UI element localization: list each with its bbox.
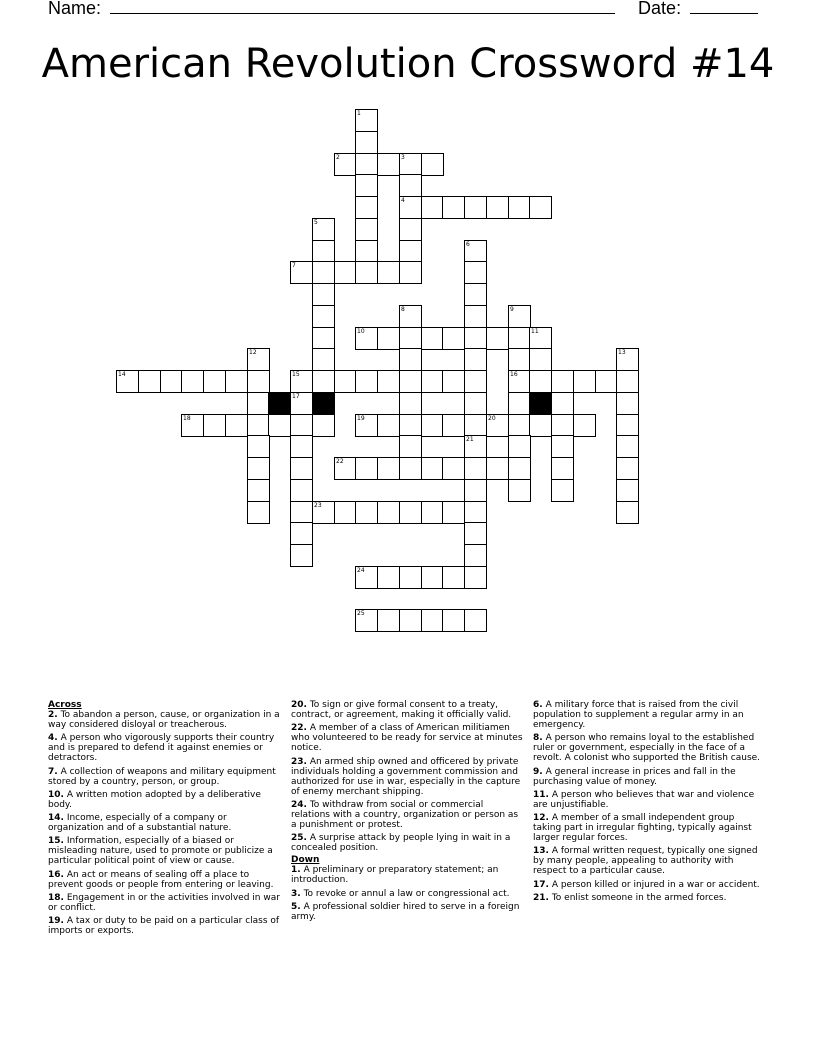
- grid-cell[interactable]: [486, 457, 509, 480]
- clue-item-text: To abandon a person, cause, or organization in a way considered disloyal or treacherous.: [48, 710, 280, 730]
- black-square: [529, 392, 552, 415]
- grid-cell[interactable]: [181, 414, 204, 437]
- clue-number: 16: [510, 371, 518, 378]
- clue-item: [291, 902, 523, 922]
- grid-cell[interactable]: [268, 414, 291, 437]
- grid-cell[interactable]: [508, 435, 531, 458]
- grid-cell[interactable]: [181, 370, 204, 393]
- grid-cell[interactable]: [573, 414, 596, 437]
- clue-item-text: A person who vigorously supports their country and is prepared to defend it against enemies or detractors.: [48, 733, 275, 764]
- grid-cell[interactable]: [442, 566, 465, 589]
- grid-cell[interactable]: [616, 501, 639, 524]
- grid-cell[interactable]: [116, 370, 139, 393]
- grid-cell[interactable]: [355, 109, 378, 132]
- clue-item: [291, 757, 523, 797]
- clue-number: 19: [357, 415, 365, 422]
- clue-item: [48, 790, 280, 810]
- grid-cell[interactable]: [355, 218, 378, 241]
- grid-cell[interactable]: [551, 479, 574, 502]
- clue-item-text: A person killed or injured in a war or accident.: [551, 879, 760, 890]
- grid-cell[interactable]: [312, 501, 335, 524]
- clue-item: [533, 846, 765, 876]
- grid-cell[interactable]: [421, 414, 444, 437]
- grid-cell[interactable]: [355, 501, 378, 524]
- grid-cell[interactable]: [464, 327, 487, 350]
- clue-item-text: A military force that is raised from the civil population to supplement a regular army in an emergency.: [533, 700, 744, 730]
- clue-item-text: A professional soldier hired to serve in a foreign army.: [291, 902, 520, 923]
- clue-item: [48, 813, 280, 833]
- grid-cell[interactable]: [442, 327, 465, 350]
- grid-cell[interactable]: [551, 414, 574, 437]
- grid-cell[interactable]: [399, 457, 422, 480]
- grid-cell[interactable]: [290, 544, 313, 567]
- grid-cell[interactable]: [399, 261, 422, 284]
- grid-cell[interactable]: [399, 153, 422, 176]
- grid-cell[interactable]: [551, 370, 574, 393]
- clue-number: 2: [336, 154, 340, 161]
- grid-cell[interactable]: [399, 435, 422, 458]
- grid-cell[interactable]: [377, 609, 400, 632]
- grid-cell[interactable]: [442, 457, 465, 480]
- clue-item: [291, 889, 523, 899]
- grid-cell[interactable]: [247, 348, 270, 371]
- grid-cell[interactable]: [399, 392, 422, 415]
- grid-cell[interactable]: [247, 501, 270, 524]
- grid-cell[interactable]: [595, 370, 618, 393]
- clue-item-number: 1.: [291, 865, 301, 876]
- clue-item-number: 2.: [48, 710, 58, 720]
- grid-cell[interactable]: [616, 479, 639, 502]
- clue-item-number: 7.: [48, 766, 58, 777]
- clue-number: 4: [401, 197, 405, 204]
- clue-item-number: 12.: [533, 813, 549, 824]
- grid-cell[interactable]: [355, 153, 378, 176]
- clue-item: [533, 813, 765, 843]
- grid-cell[interactable]: [529, 414, 552, 437]
- grid-cell[interactable]: [355, 174, 378, 197]
- grid-cell[interactable]: [290, 414, 313, 437]
- grid-cell[interactable]: [486, 196, 509, 219]
- grid-cell[interactable]: [616, 457, 639, 480]
- clues-column-2: [291, 700, 523, 925]
- grid-cell[interactable]: [508, 370, 531, 393]
- grid-cell[interactable]: [399, 305, 422, 328]
- grid-cell[interactable]: [464, 305, 487, 328]
- grid-cell[interactable]: [399, 174, 422, 197]
- clue-item-number: 8.: [533, 733, 543, 744]
- grid-cell[interactable]: [290, 370, 313, 393]
- grid-cell[interactable]: [464, 457, 487, 480]
- clue-item-number: 23.: [291, 756, 307, 767]
- grid-cell[interactable]: [290, 261, 313, 284]
- date-label: Date:: [638, 0, 682, 18]
- grid-cell[interactable]: [421, 153, 444, 176]
- grid-cell[interactable]: [312, 327, 335, 350]
- clue-item: [48, 916, 280, 936]
- grid-cell[interactable]: [551, 435, 574, 458]
- grid-cell[interactable]: [334, 153, 357, 176]
- clue-number: 9: [510, 306, 514, 313]
- clue-number: 23: [314, 502, 322, 509]
- grid-cell[interactable]: [312, 305, 335, 328]
- clue-number: 12: [249, 349, 257, 356]
- grid-cell[interactable]: [377, 327, 400, 350]
- clue-item-text: A written motion adopted by a deliberative body.: [48, 789, 261, 810]
- grid-cell[interactable]: [529, 196, 552, 219]
- grid-cell[interactable]: [421, 196, 444, 219]
- grid-cell[interactable]: [377, 414, 400, 437]
- clue-item: [533, 880, 765, 890]
- grid-cell[interactable]: [247, 370, 270, 393]
- grid-cell[interactable]: [399, 218, 422, 241]
- grid-cell[interactable]: [247, 479, 270, 502]
- clue-item: [48, 710, 280, 730]
- grid-cell[interactable]: [203, 414, 226, 437]
- clue-item-text: To revoke or annul a law or congressional act.: [303, 888, 510, 899]
- grid-cell[interactable]: [290, 457, 313, 480]
- grid-cell[interactable]: [529, 327, 552, 350]
- clue-item-text: An act or means of sealing off a place to prevent goods or people from entering or leaving.: [48, 869, 274, 890]
- clue-number: 13: [618, 349, 626, 356]
- clue-item-number: 6.: [533, 700, 543, 710]
- grid-cell[interactable]: [616, 435, 639, 458]
- grid-cell[interactable]: [247, 457, 270, 480]
- clue-item: [533, 893, 765, 903]
- clue-item-text: A collection of weapons and military equipment stored by a country, person, or group.: [48, 766, 276, 787]
- grid-cell[interactable]: [464, 435, 487, 458]
- grid-cell[interactable]: [355, 457, 378, 480]
- grid-cell[interactable]: [290, 392, 313, 415]
- grid-cell[interactable]: [377, 370, 400, 393]
- grid-cell[interactable]: [486, 414, 509, 437]
- clue-number: 18: [183, 415, 191, 422]
- clue-item-number: 3.: [291, 888, 301, 899]
- grid-cell[interactable]: [399, 327, 422, 350]
- clue-item-text: A formal written request, typically one signed by many people, appealing to authority with respect to a particular cause.: [533, 846, 758, 877]
- grid-cell[interactable]: [464, 370, 487, 393]
- grid-cell[interactable]: [464, 522, 487, 545]
- grid-cell[interactable]: [442, 501, 465, 524]
- clue-item: [533, 767, 765, 787]
- clue-item: [48, 767, 280, 787]
- clue-item-text: Income, especially of a company or organization and of a substantial nature.: [48, 813, 232, 834]
- clue-item-number: 4.: [48, 733, 58, 744]
- grid-cell[interactable]: [616, 392, 639, 415]
- clue-item-text: A member of a small independent group taking part in irregular fighting, typically against larger regular forces.: [533, 813, 752, 844]
- grid-cell[interactable]: [203, 370, 226, 393]
- grid-cell[interactable]: [225, 370, 248, 393]
- grid-cell[interactable]: [464, 196, 487, 219]
- grid-cell[interactable]: [377, 566, 400, 589]
- grid-cell[interactable]: [312, 218, 335, 241]
- clue-item-number: 18.: [48, 893, 64, 904]
- clue-number: 10: [357, 328, 365, 335]
- clue-item-text: A preliminary or preparatory statement; an introduction.: [291, 865, 499, 886]
- grid-cell[interactable]: [464, 414, 487, 437]
- clue-item: [533, 790, 765, 810]
- clue-item-number: 14.: [48, 813, 64, 824]
- clue-number: 5: [314, 219, 318, 226]
- grid-cell[interactable]: [464, 566, 487, 589]
- name-label: Name:: [48, 0, 102, 18]
- clue-item-text: Information, especially of a biased or misleading nature, used to promote or publicize a particular political point of view or cause.: [48, 836, 273, 867]
- grid-cell[interactable]: [290, 501, 313, 524]
- clue-number: 7: [292, 262, 296, 269]
- clue-number: 6: [466, 241, 470, 248]
- grid-cell[interactable]: [225, 414, 248, 437]
- clue-item-number: 5.: [291, 902, 301, 913]
- grid-cell[interactable]: [334, 261, 357, 284]
- grid-cell[interactable]: [421, 327, 444, 350]
- grid-cell[interactable]: [508, 348, 531, 371]
- grid-cell[interactable]: [355, 261, 378, 284]
- grid-cell[interactable]: [355, 131, 378, 154]
- clue-item: [48, 733, 280, 763]
- black-square: [268, 392, 291, 415]
- page-title: American Revolution Crossword #14: [41, 41, 775, 87]
- grid-cell[interactable]: [616, 348, 639, 371]
- grid-cell[interactable]: [529, 348, 552, 371]
- clue-item: [291, 865, 523, 885]
- grid-cell[interactable]: [508, 392, 531, 415]
- grid-cell[interactable]: [529, 370, 552, 393]
- grid-cell[interactable]: [355, 370, 378, 393]
- grid-cell[interactable]: [290, 435, 313, 458]
- clue-item-text: A general increase in prices and fall in the purchasing value of money.: [533, 766, 736, 787]
- clue-item-text: A person who remains loyal to the established ruler or government, especially in the face of a revolt. A colonist who supported the British cause.: [533, 733, 761, 764]
- grid-cell[interactable]: [508, 196, 531, 219]
- clue-item-number: 19.: [48, 916, 64, 927]
- grid-cell[interactable]: [312, 283, 335, 306]
- grid-cell[interactable]: [160, 370, 183, 393]
- clue-item: [291, 833, 523, 853]
- grid-cell[interactable]: [312, 348, 335, 371]
- clue-number: 21: [466, 436, 474, 443]
- clue-item-number: 24.: [291, 799, 307, 810]
- grid-cell[interactable]: [464, 609, 487, 632]
- grid-cell[interactable]: [464, 240, 487, 263]
- clue-item: [291, 700, 523, 720]
- grid-cell[interactable]: [138, 370, 161, 393]
- grid-cell[interactable]: [377, 501, 400, 524]
- grid-cell[interactable]: [399, 414, 422, 437]
- grid-cell[interactable]: [334, 457, 357, 480]
- clue-item-number: 10.: [48, 789, 64, 800]
- grid-cell[interactable]: [464, 348, 487, 371]
- grid-cell[interactable]: [312, 414, 335, 437]
- clue-item-number: 16.: [48, 869, 64, 880]
- grid-cell[interactable]: [355, 240, 378, 263]
- grid-cell[interactable]: [355, 327, 378, 350]
- grid-cell[interactable]: [247, 435, 270, 458]
- grid-cell[interactable]: [616, 370, 639, 393]
- grid-cell[interactable]: [421, 566, 444, 589]
- grid-cell[interactable]: [355, 566, 378, 589]
- grid-cell[interactable]: [551, 392, 574, 415]
- grid-cell[interactable]: [355, 609, 378, 632]
- grid-cell[interactable]: [573, 370, 596, 393]
- grid-cell[interactable]: [399, 501, 422, 524]
- grid-cell[interactable]: [442, 414, 465, 437]
- grid-cell[interactable]: [312, 261, 335, 284]
- grid-cell[interactable]: [464, 283, 487, 306]
- clue-item: [291, 800, 523, 830]
- clue-item-text: A member of a class of American militiamen who volunteered to be ready for service at minutes notice.: [291, 723, 523, 754]
- grid-cell[interactable]: [508, 479, 531, 502]
- grid-cell[interactable]: [247, 414, 270, 437]
- clue-item: [48, 870, 280, 890]
- clue-number: 24: [357, 567, 365, 574]
- grid-cell[interactable]: [334, 370, 357, 393]
- clue-item-number: 9.: [533, 766, 543, 777]
- grid-cell[interactable]: [421, 501, 444, 524]
- grid-cell[interactable]: [399, 609, 422, 632]
- clue-item-number: 22.: [291, 723, 307, 734]
- grid-cell[interactable]: [421, 609, 444, 632]
- grid-cell[interactable]: [312, 370, 335, 393]
- clue-number: 25: [357, 610, 365, 617]
- grid-cell[interactable]: [399, 240, 422, 263]
- grid-cell[interactable]: [508, 305, 531, 328]
- grid-cell[interactable]: [312, 240, 335, 263]
- clue-item: [533, 733, 765, 763]
- grid-cell[interactable]: [551, 457, 574, 480]
- clue-item-number: 20.: [291, 700, 307, 710]
- clue-number: 15: [292, 371, 300, 378]
- clue-number: 11: [531, 328, 539, 335]
- grid-cell[interactable]: [508, 457, 531, 480]
- grid-cell[interactable]: [442, 370, 465, 393]
- grid-cell[interactable]: [399, 348, 422, 371]
- grid-cell[interactable]: [616, 414, 639, 437]
- clues-column-1: [48, 700, 280, 940]
- clue-number: 20: [488, 415, 496, 422]
- clue-item: [533, 700, 765, 730]
- grid-cell[interactable]: [377, 457, 400, 480]
- grid-cell[interactable]: [247, 392, 270, 415]
- clue-item-text: Engagement in or the activities involved in war or conflict.: [48, 893, 280, 914]
- grid-cell[interactable]: [464, 392, 487, 415]
- grid-cell[interactable]: [464, 544, 487, 567]
- grid-cell[interactable]: [290, 522, 313, 545]
- grid-cell[interactable]: [334, 501, 357, 524]
- clue-item-number: 25.: [291, 833, 307, 844]
- clue-item-text: A surprise attack by people lying in wait in a concealed position.: [291, 833, 511, 854]
- clue-item: [48, 893, 280, 913]
- clue-number: 8: [401, 306, 405, 313]
- grid-cell[interactable]: [508, 327, 531, 350]
- grid-cell[interactable]: [355, 414, 378, 437]
- clue-item-text: A tax or duty to be paid on a particular class of imports or exports.: [48, 916, 280, 937]
- clue-item-text: An armed ship owned and officered by private individuals holding a government commission and authorized for use in war, especially in the capture of enemy merchant shipping.: [291, 756, 521, 797]
- grid-cell[interactable]: [442, 609, 465, 632]
- clue-item: [291, 723, 523, 753]
- grid-cell[interactable]: [399, 196, 422, 219]
- grid-cell[interactable]: [442, 196, 465, 219]
- clue-number: 1: [357, 110, 361, 117]
- clue-number: 14: [118, 371, 126, 378]
- grid-cell[interactable]: [377, 153, 400, 176]
- grid-cell[interactable]: [399, 370, 422, 393]
- grid-cell[interactable]: [486, 327, 509, 350]
- grid-cell[interactable]: [421, 457, 444, 480]
- clue-item-text: To sign or give formal consent to a treaty, contract, or agreement, making it officially valid.: [291, 700, 512, 720]
- clue-item-number: 15.: [48, 836, 64, 847]
- grid-cell[interactable]: [290, 479, 313, 502]
- clues-column-3: [533, 700, 765, 906]
- grid-cell[interactable]: [377, 261, 400, 284]
- clue-item: [48, 836, 280, 866]
- grid-cell[interactable]: [399, 566, 422, 589]
- black-square: [312, 392, 335, 415]
- grid-cell[interactable]: [355, 196, 378, 219]
- clue-item-number: 13.: [533, 846, 549, 857]
- grid-cell[interactable]: [464, 501, 487, 524]
- clue-item-number: 21.: [533, 893, 549, 904]
- clue-number: 22: [336, 458, 344, 465]
- grid-cell[interactable]: [508, 414, 531, 437]
- down-heading: Down: [291, 855, 320, 866]
- clue-item-text: To withdraw from social or commercial relations with a country, organization or person as a punishment or protest.: [291, 799, 519, 830]
- clue-item-number: 11.: [533, 789, 549, 800]
- clue-item-text: A person who believes that war and violence are unjustifiable.: [533, 789, 755, 810]
- clue-number: 17: [292, 393, 300, 400]
- clue-item-text: To enlist someone in the armed forces.: [551, 893, 727, 904]
- grid-cell[interactable]: [421, 370, 444, 393]
- grid-cell[interactable]: [464, 479, 487, 502]
- clue-number: 3: [401, 154, 405, 161]
- across-heading: Across: [48, 700, 82, 710]
- grid-cell[interactable]: [464, 261, 487, 284]
- clue-item-number: 17.: [533, 879, 549, 890]
